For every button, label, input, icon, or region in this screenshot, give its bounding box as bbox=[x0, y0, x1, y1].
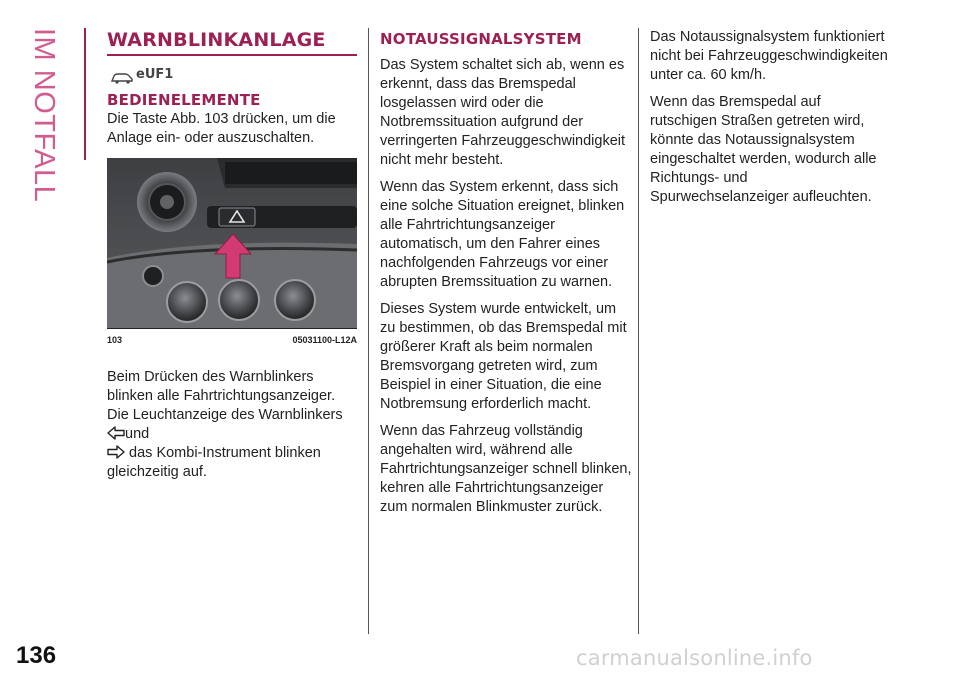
dashboard-photo bbox=[107, 158, 357, 328]
paragraph: Das System schaltet sich ab, wenn es erkennt, dass das Bremspedal losgelassen wird oder die Notbremssituation aufgrund der verringerten Fahrzeuggeschwindigkeit nicht mehr besteht. bbox=[380, 57, 626, 168]
flag-label: eUF1 bbox=[136, 67, 174, 82]
column-warnblinkanlage bbox=[107, 28, 357, 490]
paragraph: Das Notaussignalsystem funktioniert nicht bei Fahrzeuggeschwindigkeiten unter ca. 60 km/h. bbox=[650, 29, 888, 83]
column-divider-2 bbox=[638, 28, 639, 634]
paragraph: Wenn das System erkennt, dass sich eine solche Situation ereignet, blinken alle Fahrtrichtungsanzeiger automatisch, um den Fahrer eines nachfolgenden Fahrzeugs vor einer abrupten Bremssituation zu warnen. bbox=[380, 179, 625, 290]
turn-right-arrow-icon bbox=[107, 445, 125, 459]
subheading-bedienelemente: BEDIENELEMENTE bbox=[107, 91, 261, 109]
page-number: 136 bbox=[16, 642, 57, 669]
figure-dashboard-hazard-button bbox=[107, 158, 357, 328]
heading-rule bbox=[107, 54, 357, 56]
paragraph: Dieses System wurde entwickelt, um zu bestimmen, ob das Bremspedal mit größerer Kraft als beim normalen Bremsvorgang getreten wird, zum Beispiel in einer Situation, die eine Notbremsung erforderlich macht. bbox=[380, 301, 627, 412]
section-title: IM NOTFALL bbox=[28, 28, 60, 203]
watermark: carmanualsonline.info bbox=[576, 646, 813, 670]
intro-text: Die Taste Abb. 103 drücken, um die Anlage ein- oder auszuschalten. bbox=[107, 111, 336, 146]
column-divider-1 bbox=[368, 28, 369, 634]
figure-caption bbox=[107, 328, 357, 350]
body-text-part2: das Kombi-Instrument blinken gleichzeitig auf. bbox=[107, 445, 321, 480]
car-flag bbox=[111, 62, 357, 84]
body-text-part1: Beim Drücken des Warnblinkers blinken alle Fahrtrichtungsanzeiger. Die Leuchtanzeige des Warnblinkers bbox=[107, 369, 343, 423]
sidebar bbox=[0, 0, 88, 678]
car-flag-icon bbox=[111, 70, 133, 84]
paragraph: Wenn das Bremspedal auf rutschigen Straßen getreten wird, könnte das Notaussignalsystem eingeschaltet werden, wodurch alle Richtungs- und Spurwechselanzeiger aufleuchten. bbox=[650, 94, 877, 205]
column-continued bbox=[650, 28, 890, 215]
column-notaussignalsystem bbox=[380, 28, 632, 525]
body-text-hazard bbox=[107, 368, 357, 482]
heading-notaussignalsystem: NOTAUSSIGNALSYSTEM bbox=[380, 30, 582, 48]
sidebar-rule bbox=[84, 28, 86, 160]
body-text-und: und bbox=[125, 426, 150, 442]
turn-left-arrow-icon bbox=[107, 426, 125, 440]
heading-warnblinkanlage: WARNBLINKANLAGE bbox=[107, 29, 326, 51]
figure-number: 103 bbox=[107, 335, 123, 345]
figure-code: 05031100-L12A bbox=[292, 335, 357, 345]
paragraph: Wenn das Fahrzeug vollständig angehalten wird, während alle Fahrtrichtungsanzeiger schnell blinken, kehren alle Fahrtrichtungsanzeiger zum normalen Blinkmuster zurück. bbox=[380, 423, 632, 515]
